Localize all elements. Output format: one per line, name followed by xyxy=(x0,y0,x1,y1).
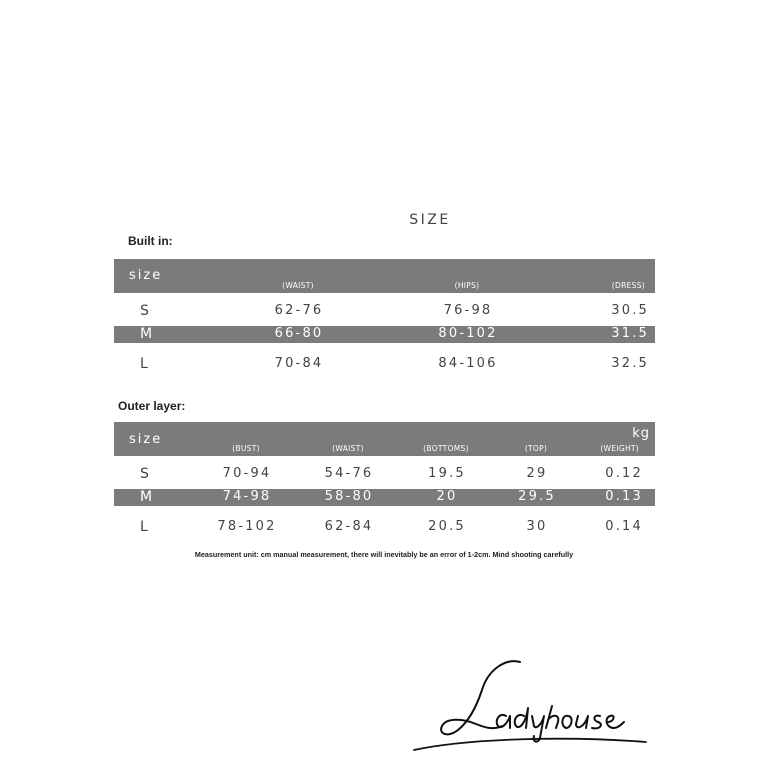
built-in-label: Built in: xyxy=(128,234,173,248)
bust-value: 70-94 xyxy=(222,466,272,481)
outer-layer-header-unit: kg xyxy=(632,426,650,441)
dress-value: 30.5 xyxy=(611,303,649,318)
waist-value: 62-84 xyxy=(324,519,374,534)
built-in-header-dress: (DRESS) xyxy=(611,281,645,290)
bust-value: 74-98 xyxy=(222,489,272,504)
bottoms-value: 19.5 xyxy=(428,466,466,481)
bust-value: 78-102 xyxy=(217,519,277,534)
top-value: 29 xyxy=(526,466,548,481)
outer-layer-header-waist: (WAIST) xyxy=(332,444,364,453)
size-letter: S xyxy=(140,303,149,319)
waist-value: 70-84 xyxy=(274,356,324,371)
hips-value: 80-102 xyxy=(438,326,498,341)
top-value: 29.5 xyxy=(518,489,556,504)
brand-logo xyxy=(410,650,650,760)
weight-value: 0.13 xyxy=(605,489,643,504)
outer-layer-row-l xyxy=(114,517,655,537)
outer-layer-header-bust: (BUST) xyxy=(232,444,260,453)
top-value: 30 xyxy=(526,519,548,534)
built-in-header-bar xyxy=(114,259,655,293)
waist-value: 54-76 xyxy=(324,466,374,481)
weight-value: 0.12 xyxy=(605,466,643,481)
built-in-header-hips: (HIPS) xyxy=(454,281,480,290)
built-in-header-waist: (WAIST) xyxy=(282,281,314,290)
outer-layer-row-s xyxy=(114,464,655,484)
size-letter: L xyxy=(140,519,148,535)
outer-layer-header-size: size xyxy=(129,432,163,447)
size-letter: M xyxy=(140,489,153,505)
waist-value: 62-76 xyxy=(274,303,324,318)
hips-value: 84-106 xyxy=(438,356,498,371)
size-letter: L xyxy=(140,356,148,372)
outer-layer-header-bar xyxy=(114,422,655,456)
dress-value: 31.5 xyxy=(611,326,649,341)
built-in-row-m xyxy=(114,326,655,343)
outer-layer-label: Outer layer: xyxy=(118,399,186,413)
built-in-header-size: size xyxy=(129,268,163,283)
built-in-row-l xyxy=(114,354,655,374)
weight-value: 0.14 xyxy=(605,519,643,534)
bottoms-value: 20.5 xyxy=(428,519,466,534)
waist-value: 66-80 xyxy=(274,326,324,341)
size-letter: M xyxy=(140,326,153,342)
outer-layer-row-m xyxy=(114,489,655,506)
dress-value: 32.5 xyxy=(611,356,649,371)
built-in-row-s xyxy=(114,301,655,321)
waist-value: 58-80 xyxy=(324,489,374,504)
measurement-footnote: Measurement unit: cm manual measurement, there will inevitably be an error of 1-2cm. Mind shooting carefully xyxy=(194,550,574,559)
size-letter: S xyxy=(140,466,149,482)
outer-layer-header-top: (TOP) xyxy=(524,444,548,453)
page-title: SIZE xyxy=(409,212,451,228)
bottoms-value: 20 xyxy=(436,489,458,504)
outer-layer-header-bottoms: (BOTTOMS) xyxy=(423,444,469,453)
outer-layer-header-weight: (WEIGHT) xyxy=(600,444,639,453)
hips-value: 76-98 xyxy=(443,303,493,318)
